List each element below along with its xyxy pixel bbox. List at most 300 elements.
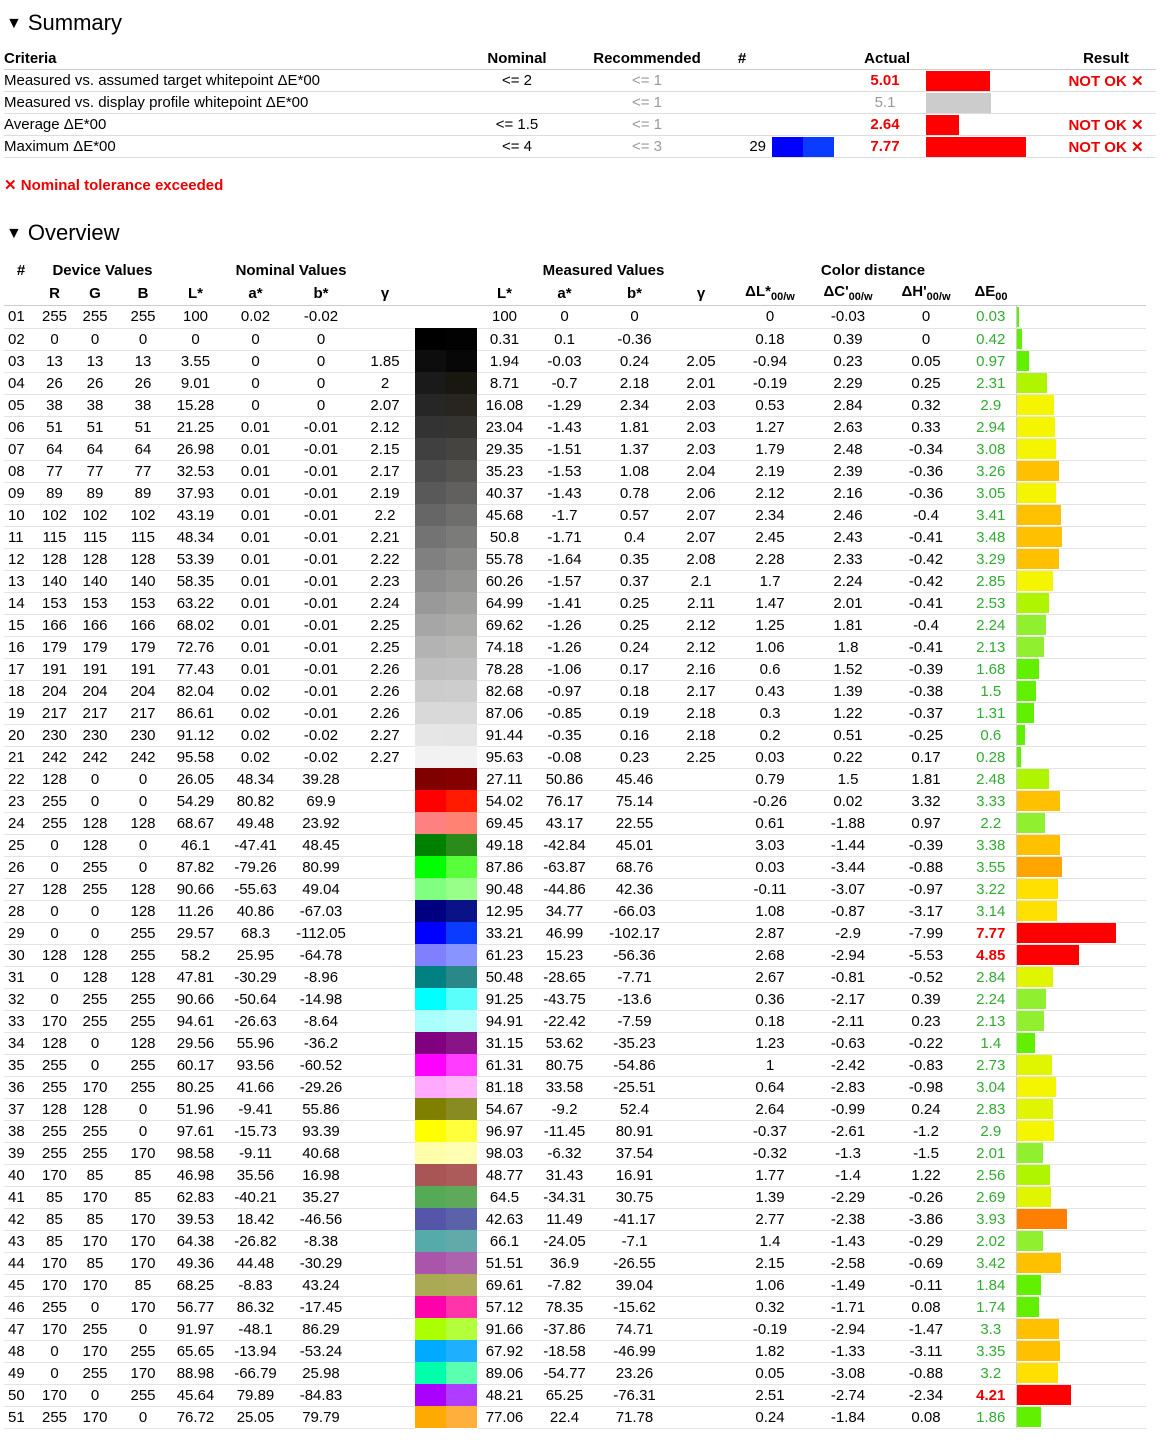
delta-e: 2.94 — [966, 416, 1016, 438]
measured-l: 96.97 — [477, 1120, 532, 1142]
nominal-swatch — [415, 570, 446, 592]
measured-b: 0.24 — [597, 350, 672, 372]
nominal-cell: <= 4 — [452, 136, 582, 158]
delta-c: -2.58 — [810, 1252, 886, 1274]
measured-gamma — [672, 834, 730, 856]
color-swatch-pair — [415, 1274, 477, 1296]
nominal-b: -0.01 — [287, 526, 355, 548]
patch-number: 09 — [4, 482, 38, 504]
measured-l: 95.63 — [477, 746, 532, 768]
measured-l: 91.25 — [477, 988, 532, 1010]
measured-l: 29.35 — [477, 438, 532, 460]
nominal-l: 46.1 — [167, 834, 224, 856]
measured-a: -37.86 — [532, 1318, 597, 1340]
delta-e-bar-cell — [1016, 592, 1146, 614]
result-cell: NOT OK ✕ — [1056, 114, 1156, 136]
device-b: 128 — [119, 900, 167, 922]
delta-e-bar — [1017, 1143, 1043, 1163]
color-swatch-pair — [415, 1164, 477, 1186]
measured-l: 0.31 — [477, 328, 532, 350]
actual-header: Actual — [772, 48, 926, 70]
nominal-a: -40.21 — [224, 1186, 287, 1208]
device-b: 102 — [119, 504, 167, 526]
nominal-gamma — [355, 328, 415, 350]
device-g: 0 — [71, 1054, 119, 1076]
count-cell: 29 — [712, 136, 772, 158]
measured-gamma — [672, 768, 730, 790]
nominal-swatch — [415, 1208, 446, 1230]
measured-swatch — [446, 526, 477, 548]
delta-e-bar — [1017, 901, 1057, 921]
table-row — [4, 680, 1146, 702]
nominal-a: 0 — [224, 328, 287, 350]
measured-b: -26.55 — [597, 1252, 672, 1274]
swatch-box — [415, 900, 477, 922]
delta-e-bar-cell — [1016, 746, 1146, 768]
col-nom-gamma-header: γ — [355, 281, 415, 306]
delta-l: 0.43 — [730, 680, 810, 702]
device-g: 204 — [71, 680, 119, 702]
device-g: 0 — [71, 1384, 119, 1406]
nominal-gamma: 2 — [355, 372, 415, 394]
delta-e-bar-cell — [1016, 724, 1146, 746]
measured-swatch — [446, 1120, 477, 1142]
delta-e: 1.5 — [966, 680, 1016, 702]
nominal-a: -30.29 — [224, 966, 287, 988]
delta-e-bar — [1017, 505, 1061, 525]
measured-swatch — [446, 504, 477, 526]
nominal-a: 41.66 — [224, 1076, 287, 1098]
color-swatch-pair — [415, 724, 477, 746]
color-distance-header: Color distance — [820, 261, 926, 279]
swatch-box — [415, 1076, 477, 1098]
delta-h: -1.47 — [886, 1318, 966, 1340]
measured-b: 74.71 — [597, 1318, 672, 1340]
table-row — [4, 702, 1146, 724]
nominal-gamma: 2.07 — [355, 394, 415, 416]
measured-l: 61.31 — [477, 1054, 532, 1076]
swatch-box — [415, 1164, 477, 1186]
measured-b: 0.35 — [597, 548, 672, 570]
measured-swatch — [446, 834, 477, 856]
delta-e: 2.2 — [966, 812, 1016, 834]
nominal-swatch — [415, 1406, 446, 1428]
nominal-gamma — [355, 1186, 415, 1208]
nominal-a: 0.01 — [224, 526, 287, 548]
color-swatch-pair — [415, 548, 477, 570]
nominal-gamma — [355, 1032, 415, 1054]
measured-swatch — [446, 372, 477, 394]
swatch-box — [415, 592, 477, 614]
delta-l: 1.47 — [730, 592, 810, 614]
delta-e: 2.13 — [966, 1010, 1016, 1032]
delta-c: 2.24 — [810, 570, 886, 592]
swatch-box — [415, 680, 477, 702]
delta-e: 3.29 — [966, 548, 1016, 570]
nominal-b: -0.01 — [287, 614, 355, 636]
overview-title: Overview — [27, 220, 120, 245]
nominal-swatch — [415, 856, 446, 878]
delta-l: 2.34 — [730, 504, 810, 526]
criteria-cell: Measured vs. assumed target whitepoint ΔE*00 — [4, 70, 452, 92]
delta-h: -0.39 — [886, 834, 966, 856]
swatch-box — [415, 1010, 477, 1032]
delta-l: 2.64 — [730, 1098, 810, 1120]
patch-number: 44 — [4, 1252, 38, 1274]
measured-a: -18.58 — [532, 1340, 597, 1362]
delta-c: -2.94 — [810, 944, 886, 966]
device-r: 255 — [38, 1296, 71, 1318]
nominal-a: 49.48 — [224, 812, 287, 834]
nominal-l: 72.76 — [167, 636, 224, 658]
nominal-swatch — [415, 768, 446, 790]
delta-e-bar — [1017, 923, 1116, 943]
nominal-a: 25.95 — [224, 944, 287, 966]
device-g: 191 — [71, 658, 119, 680]
swatch-box — [415, 856, 477, 878]
nominal-a: 0.01 — [224, 504, 287, 526]
measured-b: -66.03 — [597, 900, 672, 922]
measured-swatch — [446, 350, 477, 372]
device-r: 166 — [38, 614, 71, 636]
nominal-b: -0.01 — [287, 570, 355, 592]
device-g: 255 — [71, 856, 119, 878]
nominal-a: 0.01 — [224, 658, 287, 680]
device-r: 217 — [38, 702, 71, 724]
nominal-swatch — [415, 482, 446, 504]
measured-l: 91.44 — [477, 724, 532, 746]
nominal-gamma — [355, 1010, 415, 1032]
delta-e-bar — [1017, 1231, 1043, 1251]
color-swatch-pair — [415, 746, 477, 768]
nominal-swatch — [415, 1252, 446, 1274]
delta-e-bar-cell — [1016, 1186, 1146, 1208]
measured-b: 23.26 — [597, 1362, 672, 1384]
delta-h: 0.17 — [886, 746, 966, 768]
table-row — [4, 1296, 1146, 1318]
device-g: 255 — [71, 878, 119, 900]
color-swatch-pair — [415, 1296, 477, 1318]
measured-a: -0.35 — [532, 724, 597, 746]
color-swatch-pair — [415, 834, 477, 856]
delta-h: 0.24 — [886, 1098, 966, 1120]
measured-l: 82.68 — [477, 680, 532, 702]
swatch-box — [415, 812, 477, 834]
actual-bar — [926, 93, 991, 113]
criteria-header: Criteria — [4, 48, 452, 70]
measured-b: 0.17 — [597, 658, 672, 680]
measured-a: -22.42 — [532, 1010, 597, 1032]
delta-c: -2.17 — [810, 988, 886, 1010]
delta-c: 0.02 — [810, 790, 886, 812]
nominal-l: 87.82 — [167, 856, 224, 878]
table-row — [4, 1274, 1146, 1296]
measured-gamma: 2.25 — [672, 746, 730, 768]
delta-e-bar-cell — [1016, 1340, 1146, 1362]
measured-swatch — [446, 768, 477, 790]
measured-l: 67.92 — [477, 1340, 532, 1362]
device-g: 255 — [71, 1120, 119, 1142]
measured-l: 51.51 — [477, 1252, 532, 1274]
nominal-b: -112.05 — [287, 922, 355, 944]
nominal-gamma: 2.26 — [355, 702, 415, 724]
device-b: 115 — [119, 526, 167, 548]
nominal-gamma: 1.85 — [355, 350, 415, 372]
nominal-gamma — [355, 878, 415, 900]
nominal-gamma: 2.25 — [355, 636, 415, 658]
summary-section-toggle[interactable] — [6, 10, 122, 37]
delta-e-bar-cell — [1016, 1296, 1146, 1318]
nominal-a: 0.02 — [224, 680, 287, 702]
nominal-gamma: 2.23 — [355, 570, 415, 592]
device-g: 85 — [71, 1164, 119, 1186]
swatch-box — [415, 988, 477, 1010]
swatch-box — [415, 1098, 477, 1120]
nominal-l: 0 — [167, 328, 224, 350]
delta-e-bar-cell — [1016, 944, 1146, 966]
device-r: 204 — [38, 680, 71, 702]
delta-l: 1.06 — [730, 636, 810, 658]
nominal-l: 97.61 — [167, 1120, 224, 1142]
nominal-swatch — [415, 922, 446, 944]
nominal-b: 23.92 — [287, 812, 355, 834]
nominal-a: 18.42 — [224, 1208, 287, 1230]
nominal-swatch — [415, 394, 446, 416]
delta-c: -1.44 — [810, 834, 886, 856]
device-b: 128 — [119, 966, 167, 988]
delta-e: 3.22 — [966, 878, 1016, 900]
delta-e-bar — [1017, 835, 1060, 855]
delta-e: 2.73 — [966, 1054, 1016, 1076]
delta-e-bar-cell — [1016, 1142, 1146, 1164]
measured-b: -35.23 — [597, 1032, 672, 1054]
delta-l: 1.4 — [730, 1230, 810, 1252]
measured-a: 78.35 — [532, 1296, 597, 1318]
delta-h: -0.37 — [886, 702, 966, 724]
delta-c: -2.83 — [810, 1076, 886, 1098]
device-r: 85 — [38, 1186, 71, 1208]
delta-l: 0.18 — [730, 328, 810, 350]
nominal-b: -0.01 — [287, 636, 355, 658]
delta-e: 3.48 — [966, 526, 1016, 548]
delta-h: -0.42 — [886, 570, 966, 592]
overview-section-toggle[interactable] — [6, 220, 120, 247]
delta-e-bar — [1017, 549, 1059, 569]
delta-e: 3.93 — [966, 1208, 1016, 1230]
measured-gamma: 2.18 — [672, 724, 730, 746]
nominal-l: 3.55 — [167, 350, 224, 372]
delta-e: 2.31 — [966, 372, 1016, 394]
measured-l: 87.06 — [477, 702, 532, 724]
delta-e-bar — [1017, 747, 1021, 767]
measured-gamma — [672, 1098, 730, 1120]
measured-gamma — [672, 1252, 730, 1274]
delta-c: -1.4 — [810, 1164, 886, 1186]
device-r: 191 — [38, 658, 71, 680]
measured-gamma: 2.12 — [672, 614, 730, 636]
device-g: 102 — [71, 504, 119, 526]
device-r: 170 — [38, 1384, 71, 1406]
measured-a: -1.51 — [532, 438, 597, 460]
delta-l: 1.7 — [730, 570, 810, 592]
delta-h: 0.33 — [886, 416, 966, 438]
measured-gamma — [672, 900, 730, 922]
device-g: 0 — [71, 1032, 119, 1054]
measured-swatch — [446, 856, 477, 878]
measured-swatch — [446, 328, 477, 350]
color-swatch-pair — [415, 438, 477, 460]
num-header: # — [16, 261, 26, 279]
delta-e-bar — [1017, 1055, 1052, 1075]
delta-l: 0.64 — [730, 1076, 810, 1098]
swatch-box — [415, 350, 477, 372]
device-r: 0 — [38, 966, 71, 988]
color-swatch-pair — [415, 482, 477, 504]
delta-e: 3.55 — [966, 856, 1016, 878]
nominal-a: -15.73 — [224, 1120, 287, 1142]
nominal-swatch — [415, 1318, 446, 1340]
measured-b: 0.25 — [597, 592, 672, 614]
patch-number: 06 — [4, 416, 38, 438]
patch-number: 27 — [4, 878, 38, 900]
delta-h: -0.83 — [886, 1054, 966, 1076]
table-row — [4, 1098, 1146, 1120]
table-row — [4, 438, 1146, 460]
nominal-a: 79.89 — [224, 1384, 287, 1406]
measured-gamma — [672, 1032, 730, 1054]
measured-a: 15.23 — [532, 944, 597, 966]
nominal-a: -48.1 — [224, 1318, 287, 1340]
swatch-box — [415, 548, 477, 570]
table-row — [4, 1142, 1146, 1164]
measured-swatch — [446, 1318, 477, 1340]
delta-l: 0.32 — [730, 1296, 810, 1318]
nominal-gamma: 2.24 — [355, 592, 415, 614]
nominal-a: 0.01 — [224, 548, 287, 570]
delta-h: -1.5 — [886, 1142, 966, 1164]
count-header: # — [712, 48, 772, 70]
summary-title: Summary — [27, 10, 122, 35]
delta-c: -2.61 — [810, 1120, 886, 1142]
measured-swatch — [446, 988, 477, 1010]
nominal-b: -84.83 — [287, 1384, 355, 1406]
device-b: 204 — [119, 680, 167, 702]
delta-l: 1 — [730, 1054, 810, 1076]
measured-b: 0.23 — [597, 746, 672, 768]
nominal-b: 0 — [287, 350, 355, 372]
nominal-l: 58.35 — [167, 570, 224, 592]
swatch-box — [415, 526, 477, 548]
col-g-header: G — [71, 281, 119, 306]
patch-number: 01 — [4, 306, 38, 329]
delta-l: 2.68 — [730, 944, 810, 966]
delta-e-bar — [1017, 395, 1054, 415]
nominal-a: 0.02 — [224, 702, 287, 724]
measured-a: -34.31 — [532, 1186, 597, 1208]
measured-swatch — [446, 1054, 477, 1076]
measured-b: 0.18 — [597, 680, 672, 702]
nominal-a: 0 — [224, 350, 287, 372]
delta-e: 1.68 — [966, 658, 1016, 680]
measured-b: -76.31 — [597, 1384, 672, 1406]
swatch-box — [415, 438, 477, 460]
nominal-b: -29.26 — [287, 1076, 355, 1098]
swatch-box — [415, 636, 477, 658]
swatch-box — [415, 702, 477, 724]
measured-gamma — [672, 1142, 730, 1164]
delta-c: 2.01 — [810, 592, 886, 614]
color-swatch-pair — [415, 922, 477, 944]
measured-swatch — [446, 460, 477, 482]
delta-e-bar-cell — [1016, 790, 1146, 812]
delta-e: 3.08 — [966, 438, 1016, 460]
table-row — [4, 988, 1146, 1010]
nominal-gamma: 2.27 — [355, 746, 415, 768]
nominal-swatch — [415, 944, 446, 966]
delta-c: -3.07 — [810, 878, 886, 900]
nominal-gamma — [355, 1164, 415, 1186]
device-b: 255 — [119, 922, 167, 944]
delta-h: -7.99 — [886, 922, 966, 944]
table-row — [4, 878, 1146, 900]
delta-e-bar-cell — [1016, 350, 1146, 372]
delta-e-bar — [1017, 615, 1046, 635]
delta-l: 0.05 — [730, 1362, 810, 1384]
nominal-swatch — [415, 834, 446, 856]
measured-swatch — [446, 900, 477, 922]
device-g: 128 — [71, 834, 119, 856]
device-r: 230 — [38, 724, 71, 746]
col-delta-l-header: $\Delta L*_{00/w}$ — [730, 281, 810, 306]
measured-b: 30.75 — [597, 1186, 672, 1208]
delta-c: -1.88 — [810, 812, 886, 834]
nominal-a: 35.56 — [224, 1164, 287, 1186]
device-g: 0 — [71, 768, 119, 790]
nominal-l: 39.53 — [167, 1208, 224, 1230]
device-b: 85 — [119, 1274, 167, 1296]
nominal-b: -0.01 — [287, 592, 355, 614]
delta-e-bar — [1017, 945, 1079, 965]
device-b: 153 — [119, 592, 167, 614]
nominal-a: -50.64 — [224, 988, 287, 1010]
nominal-gamma — [355, 1406, 415, 1428]
delta-l: 1.82 — [730, 1340, 810, 1362]
color-swatch-pair — [415, 1076, 477, 1098]
nominal-swatch — [415, 724, 446, 746]
measured-b: 1.81 — [597, 416, 672, 438]
measured-swatch — [446, 548, 477, 570]
measured-a: -24.05 — [532, 1230, 597, 1252]
table-row — [4, 966, 1146, 988]
nominal-b: -17.45 — [287, 1296, 355, 1318]
delta-c: 2.43 — [810, 526, 886, 548]
table-row — [4, 856, 1146, 878]
color-swatch — [772, 137, 803, 157]
measured-b: 1.08 — [597, 460, 672, 482]
device-g: 85 — [71, 1252, 119, 1274]
measured-l: 45.68 — [477, 504, 532, 526]
device-g: 38 — [71, 394, 119, 416]
delta-c: 0.22 — [810, 746, 886, 768]
measured-gamma — [672, 1296, 730, 1318]
delta-h: -0.11 — [886, 1274, 966, 1296]
delta-e: 0.97 — [966, 350, 1016, 372]
measured-gamma — [672, 966, 730, 988]
delta-h: -0.41 — [886, 526, 966, 548]
nominal-swatch — [415, 966, 446, 988]
swatch-box — [415, 1384, 477, 1406]
actual-cell: 2.64 — [844, 114, 926, 136]
